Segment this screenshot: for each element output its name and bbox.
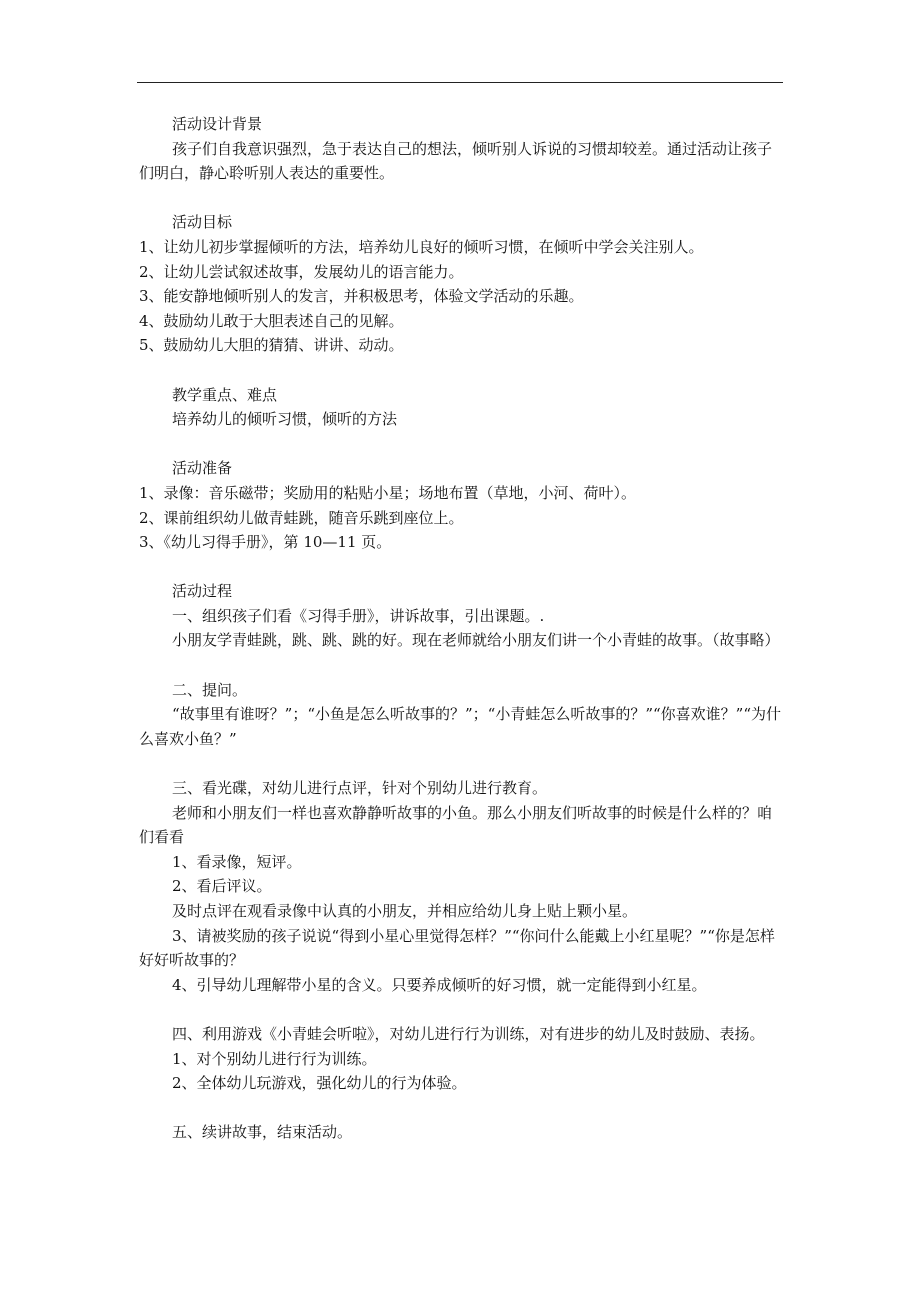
list-item-goal: 4、鼓励幼儿敢于大胆表述自己的见解。 [139,311,404,330]
step-title: 四、利用游戏《小青蛙会听啦》，对幼儿进行行为训练，对有进步的幼儿及时鼓励、表扬。 [172,1024,765,1043]
spacer [139,653,785,678]
section-heading-focus: 教学重点、难点 [172,385,278,404]
list-item: 及时点评在观看录像中认真的小朋友，并相应给幼儿身上贴上颗小星。 [172,902,638,920]
list-item: 3、请被奖励的孩子说说“得到小星心里觉得怎样？”“你问什么能戴上小红星呢？”“你是怎样好好听故事的？ [139,926,775,970]
list-item-goal: 5、鼓励幼儿大胆的猜猜、讲讲、动动。 [139,336,404,355]
paragraph-focus: 培养幼儿的倾听习惯，倾听的方法 [172,410,398,429]
list-item-prep: 2、课前组织幼儿做青蛙跳，随音乐跳到座位上。 [139,508,464,527]
list-item-prep: 1、录像：音乐磁带；奖励用的粘贴小星；场地布置（草地，小河、荷叶）。 [139,483,637,502]
spacer [139,358,785,383]
section-heading-process: 活动过程 [172,582,233,601]
list-item: 1、对个别幼儿进行行为训练。 [172,1049,377,1068]
spacer [139,1096,785,1121]
list-item-goal: 3、能安静地倾听别人的发言，并积极思考，体验文学活动的乐趣。 [139,287,584,306]
list-item-goal: 2、让幼儿尝试叙述故事，发展幼儿的语言能力。 [139,262,464,281]
document-body [139,112,785,1145]
section-heading-background: 活动设计背景 [172,115,263,133]
step-paragraph: 老师和小朋友们一样也喜欢静静听故事的小鱼。那么小朋友们听故事的时候是什么样的？咱们看看 [139,803,773,847]
list-item: 2、全体幼儿玩游戏，强化幼儿的行为体验。 [172,1074,467,1093]
section-heading-prep: 活动准备 [172,459,233,478]
spacer [139,186,785,211]
spacer [139,432,785,457]
spacer [139,751,785,776]
paragraph-background: 孩子们自我意识强烈，急于表达自己的想法，倾听别人诉说的习惯却较差。通过活动让孩子们明白，静心聆听别人表达的重要性。 [139,139,773,183]
list-item: 2、看后评议。 [172,877,272,896]
step-paragraph: “故事里有谁呀？”；“小鱼是怎么听故事的？”；“小青蛙怎么听故事的？”“你喜欢谁？”“为什么喜欢小鱼？” [139,705,782,748]
step-title: 三、看光碟，对幼儿进行点评，针对个别幼儿进行教育。 [172,779,548,798]
step-title: 二、提问。 [172,680,248,699]
step-paragraph: 小朋友学青蛙跳，跳、跳、跳的好。现在老师就给小朋友们讲一个小青蛙的故事。（故事略） [172,631,780,650]
spacer [139,555,785,580]
list-item: 4、引导幼儿理解带小星的含义。只要养成倾听的好习惯，就一定能得到小红星。 [172,975,707,994]
header-rule [137,82,783,83]
list-item-goal: 1、让幼儿初步掌握倾听的方法，培养幼儿良好的倾听习惯，在倾听中学会关注别人。 [139,237,704,256]
list-item: 1、看录像，短评。 [172,852,302,871]
step-title: 一、组织孩子们看《习得手册》，讲诉故事，引出课题。. [172,606,545,625]
section-heading-goals: 活动目标 [172,213,233,232]
spacer [139,997,785,1022]
list-item-prep: 3、《幼儿习得手册》，第 10—11 页。 [139,533,392,552]
step-title: 五、续讲故事，结束活动。 [172,1123,353,1142]
